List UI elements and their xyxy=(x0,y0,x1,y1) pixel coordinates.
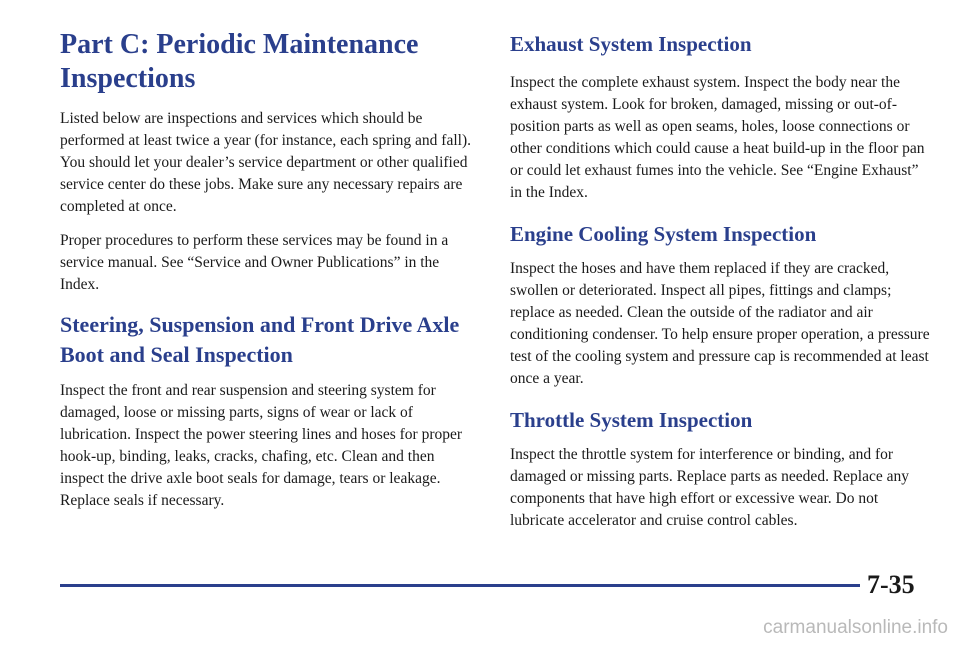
footer-rule xyxy=(60,584,860,587)
exhaust-heading: Exhaust System Inspection xyxy=(510,32,752,56)
intro-paragraph-1: Listed below are inspections and services which should be performed at least twice a year (for instance, each spring and fall). You should let your dealer’s service department or other qualified service center do these jobs. Make sure any necessary repairs are completed at once. xyxy=(60,110,471,215)
throttle-heading: Throttle System Inspection xyxy=(510,408,753,432)
cooling-heading: Engine Cooling System Inspection xyxy=(510,222,817,246)
section-title: Part C: Periodic Maintenance Inspections xyxy=(60,29,419,94)
throttle-paragraph: Inspect the throttle system for interference or binding, and for damaged or missing parts. Replace parts as needed. Replace any components that have high effort or excessive wear. Do not lubricate accelerator and cruise control cables. xyxy=(510,446,909,529)
right-column xyxy=(510,28,930,532)
intro-paragraph-2: Proper procedures to perform these services may be found in a service manual. See “Service and Owner Publications” in the Index. xyxy=(60,232,449,293)
steering-paragraph: Inspect the front and rear suspension and steering system for damaged, loose or missing parts, signs of wear or lack of lubrication. Inspect the power steering lines and hoses for proper hook-up, binding, leaks, cracks, chafing, etc. Clean and then inspect the drive axle boot seals for damage, tears or leakage. Replace seals if necessary. xyxy=(60,382,463,509)
exhaust-paragraph: Inspect the complete exhaust system. Inspect the body near the exhaust system. Look for broken, damaged, missing or out-of-position parts as well as open seams, holes, loose connections or other conditions which could cause a heat build-up in the floor pan or could let exhaust fumes into the vehicle. See “Engine Exhaust” in the Index. xyxy=(510,74,925,201)
steering-heading: Steering, Suspension and Front Drive Axle Boot and Seal Inspection xyxy=(60,312,460,367)
left-column xyxy=(60,28,480,512)
watermark: carmanualsonline.info xyxy=(763,617,948,638)
page-number: 7-35 xyxy=(867,570,915,599)
cooling-paragraph: Inspect the hoses and have them replaced if they are cracked, swollen or deteriorated. Inspect all pipes, fittings and clamps; replace as needed. Clean the outside of the radiator and air conditioning condenser. To help ensure proper operation, a pressure test of the cooling system and pressure cap is recommended at least once a year. xyxy=(510,260,930,387)
